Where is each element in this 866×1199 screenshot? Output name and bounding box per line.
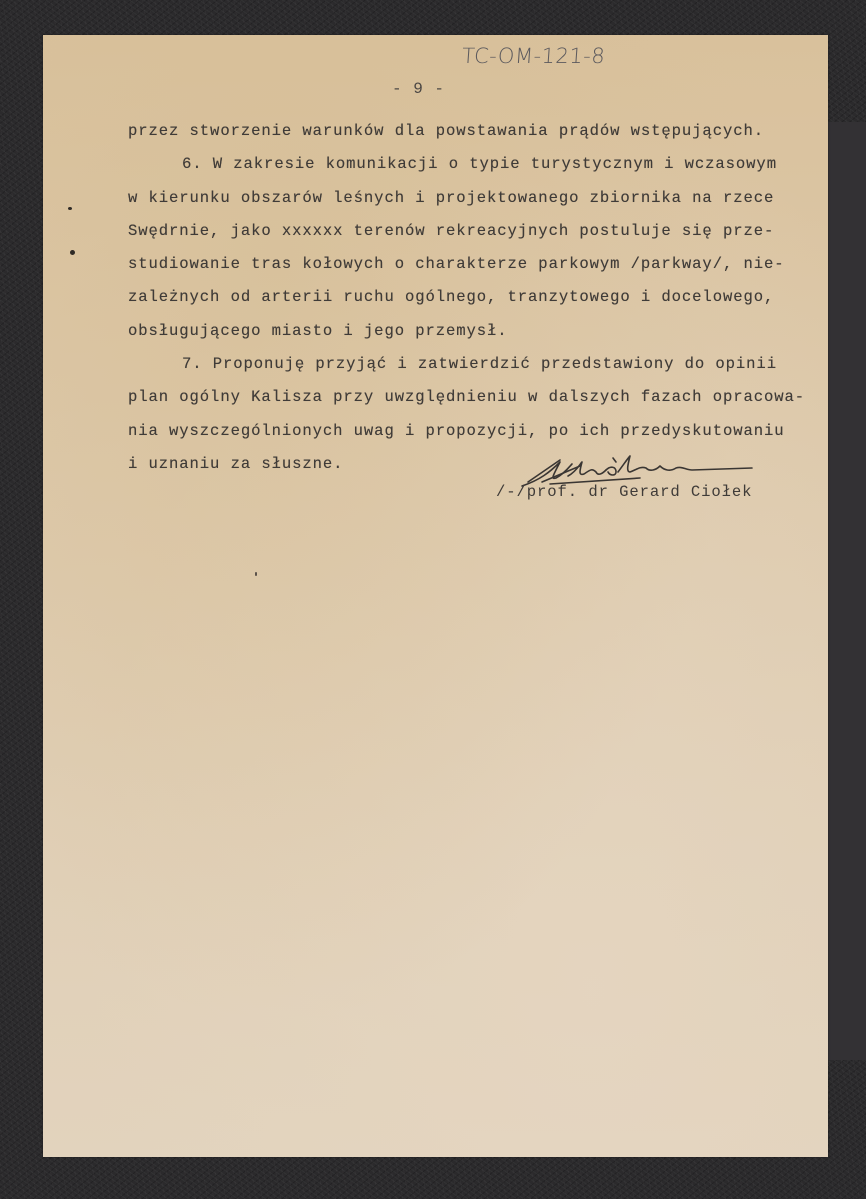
margin-speck (68, 207, 72, 210)
document-body (128, 121, 828, 487)
text-line: studiowanie tras kołowych o charakterze parkowym /parkway/, nie- (128, 255, 785, 274)
text-line: obsługującego miasto i jego przemysł. (128, 321, 508, 340)
text-line: plan ogólny Kalisza przy uwzględnieniu w dalszych fazach opracowa- (128, 388, 806, 407)
page-number: - 9 - (392, 80, 446, 98)
signatory-name: /-/prof. dr Gerard Ciołek (496, 483, 753, 501)
text-line: przez stworzenie warunków dla powstawania prądów wstępujących. (128, 122, 764, 140)
paper-speck (255, 572, 257, 576)
text-line: 7. Proponuję przyjąć i zatwierdzić przedstawiony do opinii (182, 355, 777, 374)
text-line: w kierunku obszarów leśnych i projektowanego zbiornika na rzece (128, 188, 775, 207)
text-line: zależnych od arterii ruchu ogólnego, tranzytowego i docelowego, (128, 288, 775, 307)
text-line: Swędrnie, jako xxxxxx terenów rekreacyjnych postuluje się prze- (128, 221, 775, 240)
text-line: i uznaniu za słuszne. (128, 454, 344, 473)
archive-reference: TC-OM-121-8 (461, 44, 607, 68)
scanner-backing-strip (826, 122, 866, 1060)
text-line: nia wyszczególnionych uwag i propozycji, po ich przedyskutowaniu (128, 421, 785, 440)
text-line: 6. W zakresie komunikacji o typie turystycznym i wczasowym (182, 155, 777, 174)
punch-mark (70, 250, 75, 255)
